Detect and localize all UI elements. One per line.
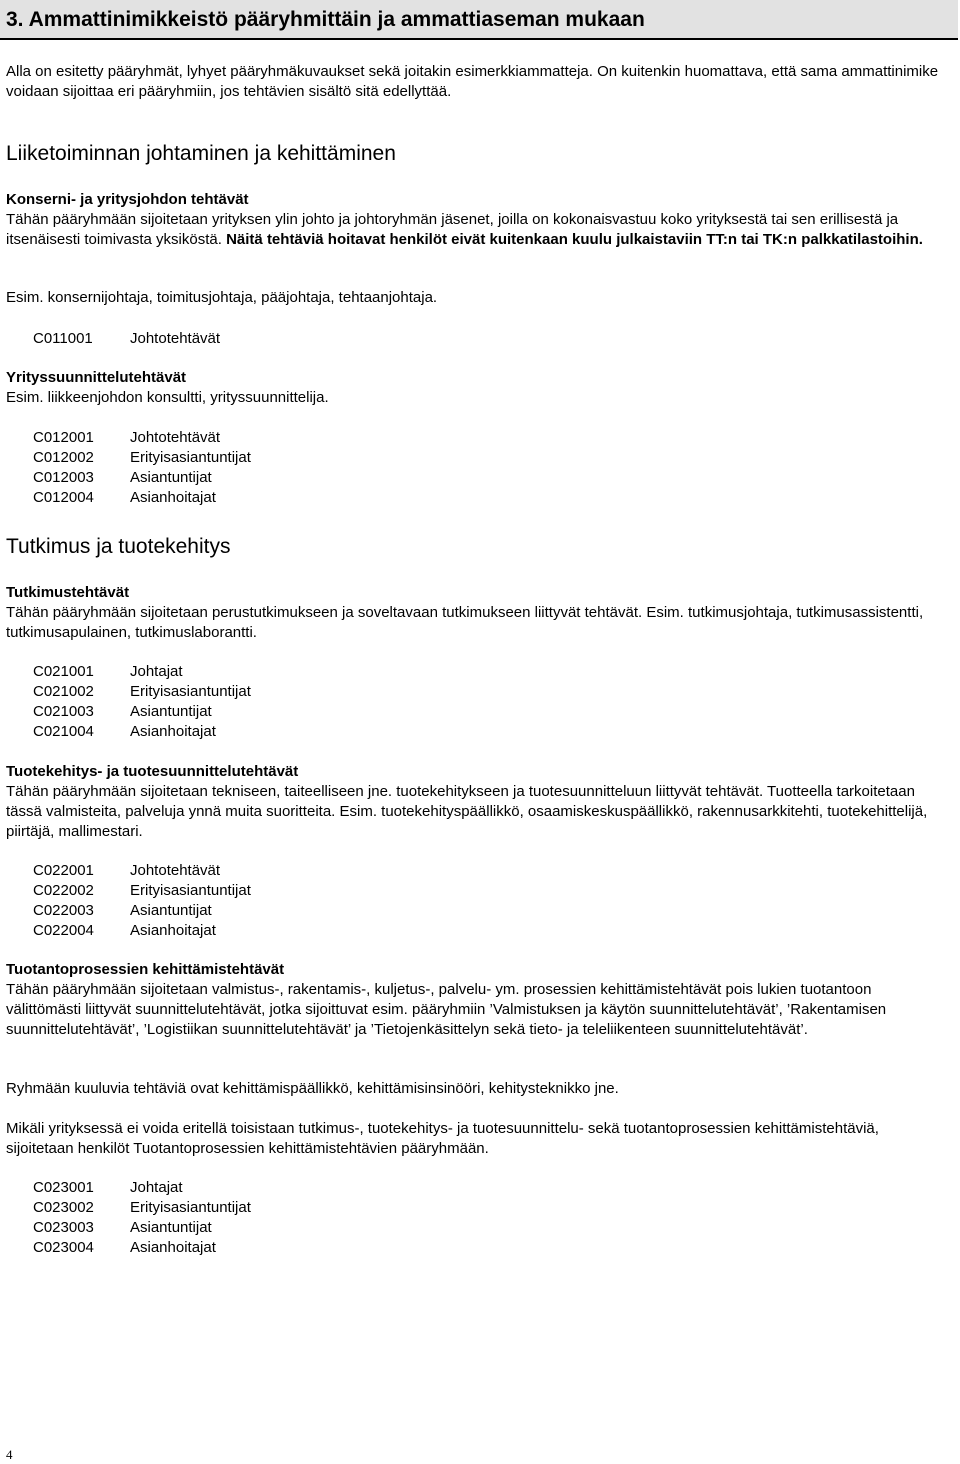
section-title-research-development: Tutkimus ja tuotekehitys xyxy=(6,535,231,558)
occupation-code: C022001 xyxy=(33,862,94,879)
occupation-label: Erityisasiantuntijat xyxy=(130,449,251,466)
code-row xyxy=(33,662,533,682)
occupation-code: C023004 xyxy=(33,1239,94,1256)
code-list-c012 xyxy=(33,428,533,508)
chapter-header xyxy=(0,0,958,40)
code-row xyxy=(33,448,533,468)
subsection-description xyxy=(6,210,946,250)
subsection-title-product-development: Tuotekehitys- ja tuotesuunnittelutehtävät xyxy=(6,763,299,780)
subsection-title-business-planning: Yrityssuunnittelutehtävät xyxy=(6,369,187,386)
subsection-description: Tähän pääryhmään sijoitetaan valmistus-, rakentamis-, kuljetus-, palvelu- ym. prosessien kehittämistehtävät pois lukien tuotantoon välittömästi liittyvät suunnittelutehtävät, jotka sijoittuvat esim. pääryhmiin ’Valmistuksen ja käytön suunnittelutehtävät’, ’Rakentamisen suunnittelutehtävät’, ’Logistiikan suunnittelutehtävät’ ja ’Tietojenkäsittelyn sekä tieto- ja teleliikenteen suunnittelutehtävät’. xyxy=(6,981,887,1038)
occupation-code: C012001 xyxy=(33,429,94,446)
occupation-code: C022003 xyxy=(33,902,94,919)
occupation-label: Erityisasiantuntijat xyxy=(130,882,251,899)
occupation-code: C011001 xyxy=(33,330,93,347)
code-row xyxy=(33,1178,533,1198)
occupation-label: Asiantuntijat xyxy=(130,1219,212,1236)
occupation-code: C023003 xyxy=(33,1219,94,1236)
code-row xyxy=(33,329,533,349)
occupation-label: Asiantuntijat xyxy=(130,703,212,720)
code-list-c023 xyxy=(33,1178,533,1258)
occupation-code: C012004 xyxy=(33,489,94,506)
occupation-code: C022002 xyxy=(33,882,94,899)
intro-paragraph: Alla on esitetty pääryhmät, lyhyet pääryhmäkuvaukset sekä joitakin esimerkkiammatteja. On kuitenkin huomattava, että sama ammattinimike voidaan sijoittaa eri pääryhmiin, jos tehtävien sisältö sitä edellyttää. xyxy=(6,63,939,100)
subsection-description: Tähän pääryhmään sijoitetaan tekniseen, taiteelliseen jne. tuotekehitykseen ja tuotesuunnitteluun liittyvät tehtävät. Tuotteella tarkoitetaan tässä valmisteita, palveluja ynnä muita suoritteita. Esim. tuotekehityspäällikkö, osaamiskeskuspäällikkö, rakennusarkkitehti, tuotekehittelijä, piirtäjä, mallimestari. xyxy=(6,783,928,840)
occupation-label: Asianhoitajat xyxy=(130,489,216,506)
occupation-label: Johtajat xyxy=(130,663,183,680)
occupation-label: Johtajat xyxy=(130,1179,183,1196)
occupation-code: C021002 xyxy=(33,683,94,700)
subsection-description-3: Mikäli yrityksessä ei voida eritellä toisistaan tutkimus-, tuotekehitys- ja tuotesuunnittelu- sekä tuotantoprosessien kehittämistehtäviä, sijoitetaan henkilöt Tuotantoprosessien kehittämistehtävien pääryhmään. xyxy=(6,1120,879,1157)
code-list-c022 xyxy=(33,861,533,941)
occupation-code: C012002 xyxy=(33,449,94,466)
subsection-title-research: Tutkimustehtävät xyxy=(6,584,130,601)
occupation-label: Johtotehtävät xyxy=(130,330,221,347)
occupation-code: C023001 xyxy=(33,1179,94,1196)
occupation-label: Erityisasiantuntijat xyxy=(130,1199,251,1216)
occupation-code: C021001 xyxy=(33,663,94,680)
chapter-title: 3. Ammattinimikkeistö pääryhmittäin ja ammattiaseman mukaan xyxy=(6,8,645,31)
occupation-code: C022004 xyxy=(33,922,94,939)
code-row xyxy=(33,702,533,722)
subsection-title-production-process: Tuotantoprosessien kehittämistehtävät xyxy=(6,961,285,978)
subsection-description-2: Ryhmään kuuluvia tehtäviä ovat kehittämispäällikkö, kehittämisinsinööri, kehitysteknikko jne. xyxy=(6,1080,619,1097)
code-row xyxy=(33,921,533,941)
occupation-label: Johtotehtävät xyxy=(130,862,221,879)
description-bold-note: Näitä tehtäviä hoitavat henkilöt eivät kuitenkaan kuulu julkaistaviin TT:n tai TK:n palkkatilastoihin. xyxy=(226,231,923,248)
code-row xyxy=(33,428,533,448)
code-row xyxy=(33,1198,533,1218)
code-row xyxy=(33,1218,533,1238)
examples-text: Esim. konsernijohtaja, toimitusjohtaja, pääjohtaja, tehtaanjohtaja. xyxy=(6,289,438,306)
description-text: Tähän pääryhmään sijoitetaan yrityksen ylin johto ja johtoryhmän jäsenet, joilla on kokonaisvastuu koko yrityksestä tai sen erillisestä ja itsenäisesti toimivasta yksiköstä. xyxy=(6,211,899,248)
subsection-title-group-management: Konserni- ja yritysjohdon tehtävät xyxy=(6,191,249,208)
code-list-c021 xyxy=(33,662,533,742)
occupation-code: C021004 xyxy=(33,723,94,740)
examples-text: Esim. liikkeenjohdon konsultti, yrityssuunnittelija. xyxy=(6,389,329,406)
occupation-label: Johtotehtävät xyxy=(130,429,221,446)
section-title-business-management: Liiketoiminnan johtaminen ja kehittäminen xyxy=(6,142,396,165)
occupation-label: Asiantuntijat xyxy=(130,902,212,919)
occupation-label: Asiantuntijat xyxy=(130,469,212,486)
code-row xyxy=(33,468,533,488)
subsection-description: Tähän pääryhmään sijoitetaan perustutkimukseen ja soveltavaan tutkimukseen liittyvät tehtävät. Esim. tutkimusjohtaja, tutkimusassistentti, tutkimusapulainen, tutkimuslaborantti. xyxy=(6,604,924,641)
occupation-label: Erityisasiantuntijat xyxy=(130,683,251,700)
page-number: 4 xyxy=(6,1447,13,1462)
code-row xyxy=(33,682,533,702)
code-row xyxy=(33,1238,533,1258)
occupation-code: C021003 xyxy=(33,703,94,720)
code-row xyxy=(33,901,533,921)
occupation-label: Asianhoitajat xyxy=(130,922,216,939)
code-row xyxy=(33,488,533,508)
occupation-label: Asianhoitajat xyxy=(130,723,216,740)
code-list-c011 xyxy=(33,329,533,349)
occupation-code: C023002 xyxy=(33,1199,94,1216)
code-row xyxy=(33,881,533,901)
code-row xyxy=(33,722,533,742)
occupation-label: Asianhoitajat xyxy=(130,1239,216,1256)
occupation-code: C012003 xyxy=(33,469,94,486)
code-row xyxy=(33,861,533,881)
